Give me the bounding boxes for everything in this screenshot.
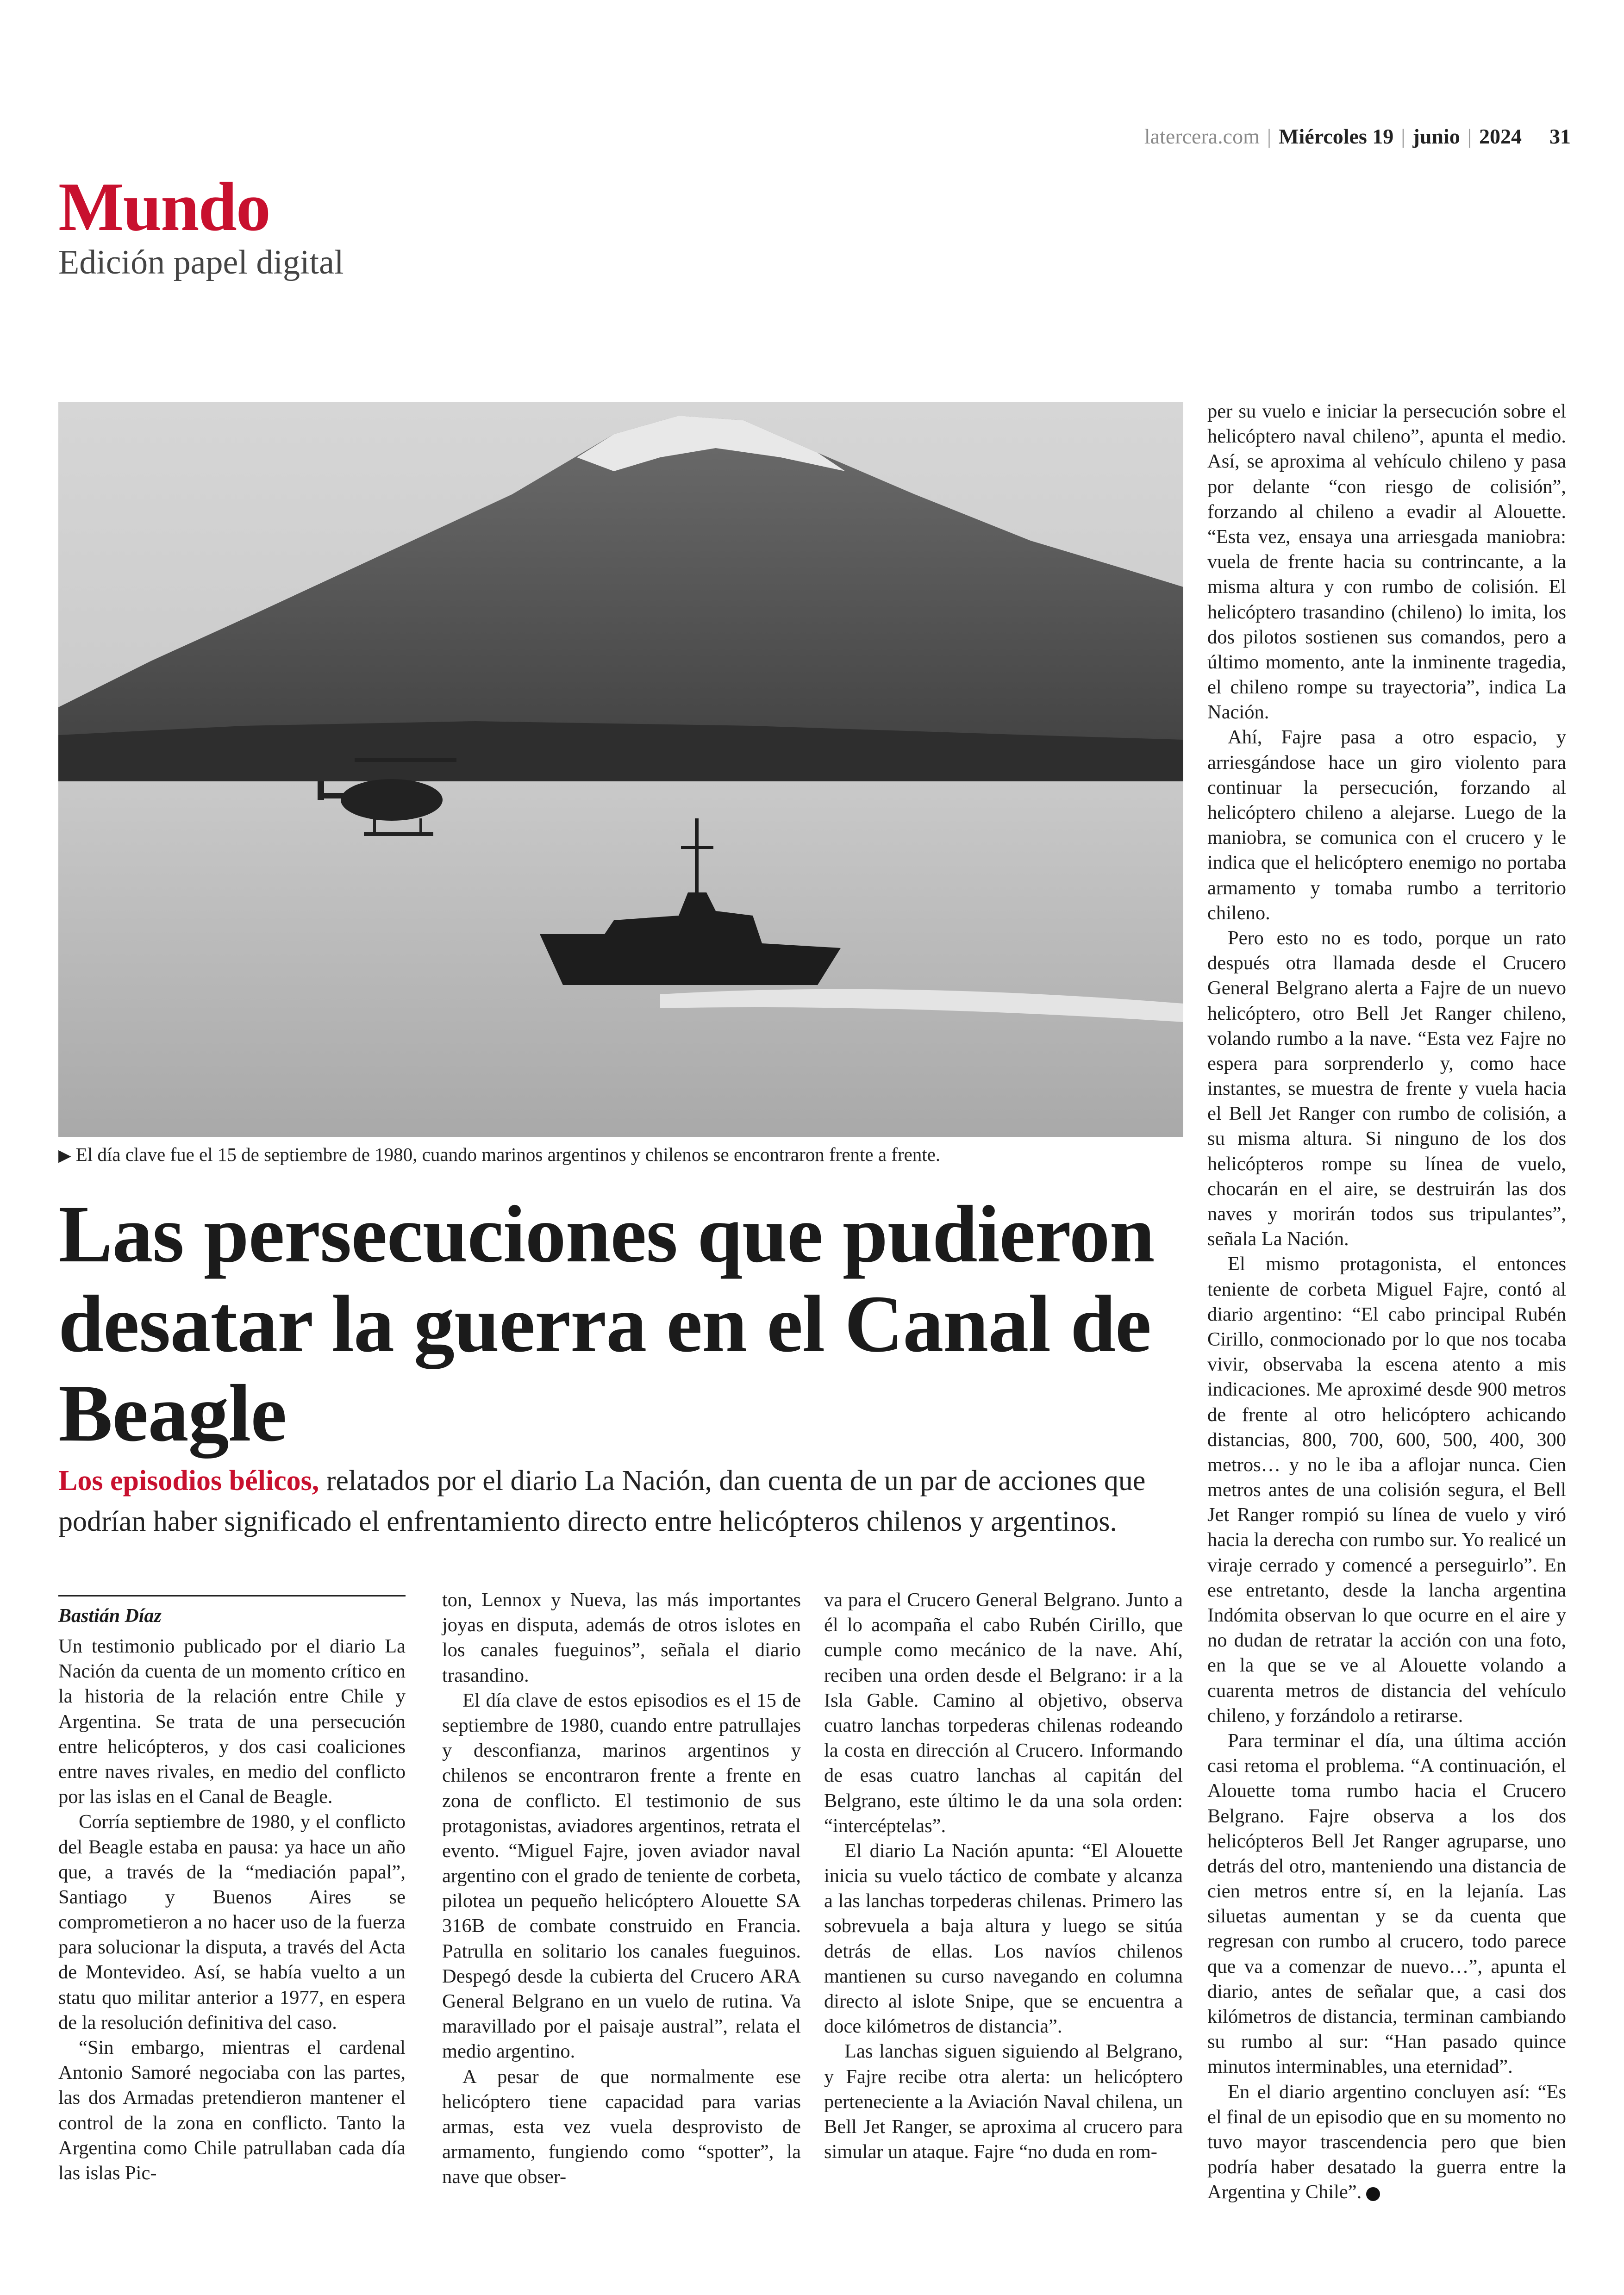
paragraph: ton, Lennox y Nueva, las más importantes joyas en disputa, además de otros islotes en los canales fueguinos”, señala el diario trasandino. [442, 1589, 801, 1686]
paragraph: El diario La Nación apunta: “El Alouette inicia su vuelo táctico de combate y alcanza a las lanchas torpederas chilenas. Primero las sobrevuela a baja altura y luego se sitúa detrás de ellas. Los navíos chilenos mantienen su curso navegando en columna directo al islote Snipe, que se encuentra a doce kilómetros de distancia”. [824, 1840, 1183, 2038]
article-headline: Las persecuciones que pudieron desatar la guerra en el Canal de Beagle [58, 1189, 1155, 1459]
site-name: latercera.com [1144, 125, 1260, 148]
end-mark-icon [1366, 2187, 1380, 2201]
header-separator: | [1267, 125, 1272, 148]
lead-text: relatados por el diario La Nación, dan cuenta de un par de acciones que podrían haber significado el enfrentamiento directo entre helicópteros chilenos y argentinos. [58, 1465, 1146, 1538]
final-paragraph [1207, 2080, 1566, 2205]
paragraph: Ahí, Fajre pasa a otro espacio, y arriesgándose hace un giro violento para continuar la persecución, forzando al helicóptero chileno a alejarse. Luego de la maniobra, se comunica con el crucero y le indica que el helicóptero enemigo no portaba armamento y tomaba rumbo a territorio chileno. [1207, 726, 1566, 924]
paragraph: va para el Crucero General Belgrano. Junto a él lo acompaña el cabo Rubén Cirillo, que cumple como mecánico de la nave. Ahí, reciben una orden desde el Belgrano: ir a la Isla Gable. Camino al objetivo, observa cuatro lanchas torpederas chilenas rodeando la costa en dirección al Crucero. Informando de esas cuatro lanchas al capitán del Belgrano, este último le da una sola orden: “intercéptelas”. [824, 1589, 1183, 1837]
header-month: junio [1412, 125, 1460, 148]
header-weekday: Miércoles 19 [1279, 125, 1394, 148]
header-year: 2024 [1479, 125, 1522, 148]
header-separator: | [1401, 125, 1405, 148]
photo-caption [58, 1142, 1183, 1167]
paragraph: Las lanchas siguen siguiendo al Belgrano, y Fajre recibe otra alerta: un helicóptero perteneciente a la Aviación Naval chilena, un Bell Jet Ranger, se aproxima al crucero para simular un ataque. Fajre “no duda en rom- [824, 2040, 1183, 2163]
header-separator: | [1467, 125, 1472, 148]
lead-kicker: Los episodios bélicos, [58, 1465, 319, 1497]
article-photo [58, 402, 1183, 1137]
caption-arrow-icon: ▶ [58, 1146, 71, 1165]
paragraph: El mismo protagonista, el entonces teniente de corbeta Miguel Fajre, contó al diario argentino: “El cabo principal Rubén Cirillo, conmocionado por lo que nos tocaba vivir, observaba la escena atento a mis indicaciones. Me aproximé desde 900 metros de frente al otro helicóptero achicando distancias, 800, 700, 600, 500, 400, 300 metros… y no le iba a aflojar nunca. Cien metros antes de una colisión segura, el Bell Jet Ranger rompió su línea de vuelo y viró hacia la derecha con rumbo sur. Yo realicé un viraje cerrado y comencé a perseguirlo”. En ese entretanto, desde la lancha argentina Indómita observan lo que ocurre en el aire y no dudan de retratar la acción con una foto, en la que se ve al Alouette volando a cuarenta metros de distancia del vehículo chileno, y forzándolo a retirarse. [1207, 1253, 1566, 1727]
article-lead [58, 1460, 1183, 1542]
paragraph-text: En el diario argentino concluyen así: “Es el final de un episodio que en su momento no tuvo mayor trascendencia pero que bien podría haber desatado la guerra entre la Argentina y Chile”. [1207, 2081, 1566, 2203]
photo-illustration [58, 402, 1183, 1137]
section-subtitle: Edición papel digital [58, 243, 344, 281]
article-column-3 [824, 1588, 1183, 2164]
page-header [1144, 124, 1571, 149]
paragraph: Para terminar el día, una última acción casi retoma el problema. “A continuación, el Alouette toma rumbo hacia el Crucero Belgrano. Fajre observa a los dos helicópteros Bell Jet Ranger agruparse, uno detrás del otro, manteniendo una distancia de cien metros entre sí, en la lejanía. Las siluetas aumentan y se da cuenta que regresan con rumbo al crucero, todo parece que va a comenzar de nuevo…”, apunta el diario, antes de señalar que, a casi dos kilómetros de distancia, terminan cambiando su rumbo al sur: “Han pasado quince minutos interminables, una eternidad”. [1207, 1729, 1566, 2078]
article-column-1 [58, 1634, 406, 2186]
page-number: 31 [1549, 125, 1571, 148]
byline: Bastián Díaz [58, 1595, 406, 1627]
paragraph: Pero esto no es todo, porque un rato después otra llamada desde el Crucero General Belgrano alerta a Fajre de un nuevo helicóptero, otro Bell Jet Ranger chileno, volando rumbo a la nave. “Esta vez Fajre no espera para sorprenderlo y, como hace instantes, se muestra de frente y vuela hacia el Bell Jet Ranger con rumbo de colisión, a su misma altura. Si ninguno de los dos helicópteros rompe su línea de vuelo, chocarán en el aire, se destruirán las dos naves y morirán todos sus tripulantes”, señala La Nación. [1207, 927, 1566, 1250]
paragraph: Un testimonio publicado por el diario La Nación da cuenta de un momento crítico en la historia de la relación entre Chile y Argentina. Se trata de una persecución entre helicópteros, y dos casi coaliciones entre naves rivales, en medio del conflicto por las islas en el Canal de Beagle. [58, 1635, 406, 1808]
caption-text: El día clave fue el 15 de septiembre de 1980, cuando marinos argentinos y chilenos se encontraron frente a frente. [75, 1144, 941, 1165]
paragraph: El día clave de estos episodios es el 15 de septiembre de 1980, cuando entre patrullajes y desconfianza, marinos argentinos y chilenos se encontraron frente a frente en zona de conflicto. El testimonio de sus protagonistas, aviadores argentinos, retrata el evento. “Miguel Fajre, joven aviador naval argentino con el grado de teniente de corbeta, pilotea un pequeño helicóptero Alouette SA 316B de combate construido en Francia. Patrulla en solitario los canales fueguinos. Despegó desde la cubierta del Crucero ARA General Belgrano en un vuelo de rutina. Va maravillado por el paisaje austral”, relata el medio argentino. [442, 1689, 801, 2063]
section-title: Mundo [58, 168, 270, 245]
paragraph: “Sin embargo, mientras el cardenal Antonio Samoré negociaba con las partes, las dos Armadas pretendieron mantener el control de la zona en conflicto. Tanto la Argentina como Chile patrullaban cada día las islas Pic- [58, 2037, 406, 2184]
paragraph: per su vuelo e iniciar la persecución sobre el helicóptero naval chileno”, apunta el medio. Así, se aproxima al vehículo chileno y pasa por delante “con riesgo de colisión”, forzando al chileno a evadir al Alouette. “Esta vez, ensaya una arriesgada maniobra: vuela de frente hacia su contrincante, a la misma altura y con rumbo de colisión. El helicóptero trasandino (chileno) lo imita, los dos pilotos sostienen sus comandos, pero a último momento, ante la inminente tragedia, el chileno rompe su trayectoria”, indica La Nación. [1207, 400, 1566, 723]
article-column-2 [442, 1588, 801, 2190]
paragraph: Corría septiembre de 1980, y el conflicto del Beagle estaba en pausa: ya hace un año que, a través de la “mediación papal”, Santiago y Buenos Aires se comprometieron a no hacer uso de la fuerza para solucionar la disputa, a través del Acta de Montevideo. Así, se había vuelto a un statu quo militar anterior a 1977, en espera de la resolución definitiva del caso. [58, 1811, 406, 2033]
article-column-4 [1207, 399, 1566, 2205]
paragraph: A pesar de que normalmente ese helicóptero tiene capacidad para varias armas, esta vez vuela desprovisto de armamento, fungiendo como “spotter”, la nave que obser- [442, 2065, 801, 2188]
